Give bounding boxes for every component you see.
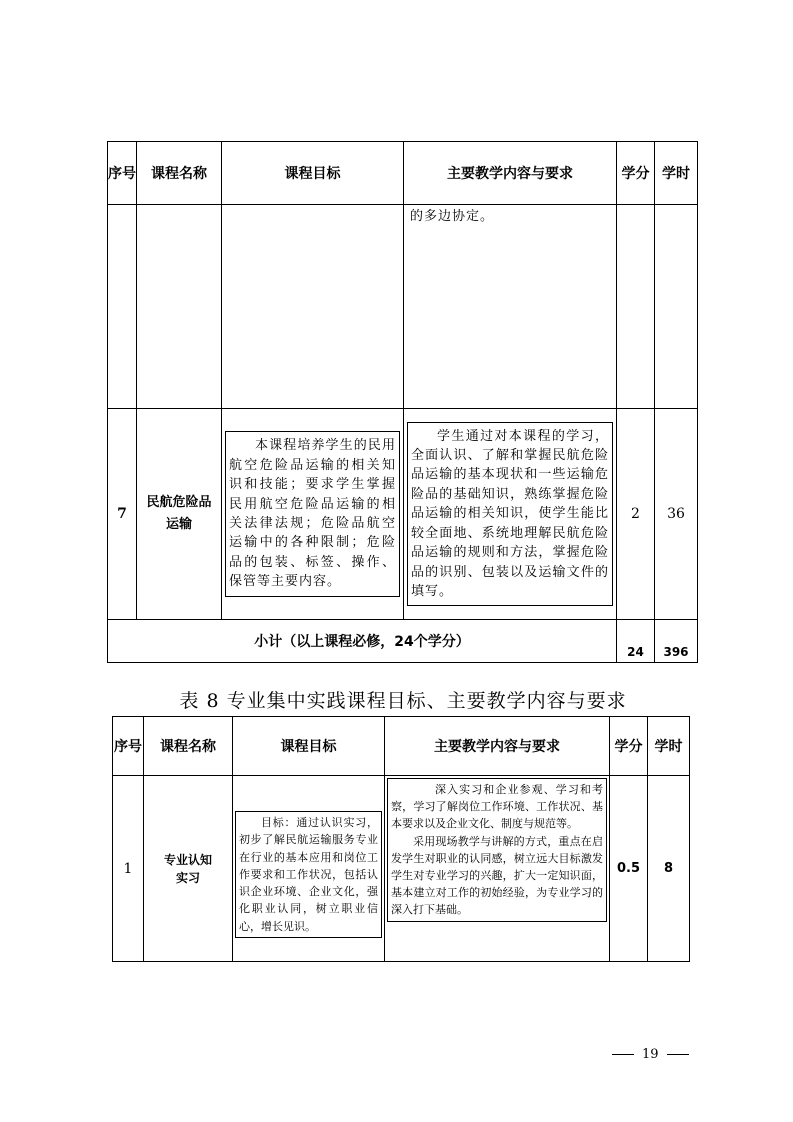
content-paragraph: 深入实习和企业参观、学习和考察，学习了解岗位工作环境、工作状况、基本要求以及企业文化、制度与规范等。	[391, 783, 603, 831]
header-no: 序号	[113, 717, 144, 776]
subtotal-row	[108, 620, 698, 663]
page-footer	[604, 1047, 697, 1062]
header-no: 序号	[108, 142, 137, 205]
header-credit: 学分	[610, 717, 648, 776]
table-row	[108, 409, 698, 620]
credit: 2	[617, 409, 655, 620]
course-content	[387, 778, 607, 922]
course-table-2	[112, 716, 690, 962]
table-header-row	[108, 142, 698, 205]
footer-dash-left	[612, 1054, 634, 1055]
course-name: 民航危险品运输	[137, 409, 222, 620]
header-course-name: 课程名称	[137, 142, 222, 205]
credit: 0.5	[610, 776, 648, 962]
content-paragraph: 采用现场教学与讲解的方式，重点在启发学生对职业的认同感，树立远大目标激发学生对专业学习的兴趣，扩大一定知识面，基本建立对工作的初始经验，为专业学习的深入打下基础。	[391, 834, 603, 917]
hours: 36	[655, 409, 698, 620]
header-hours: 学时	[648, 717, 690, 776]
content-continued: 的多边协定。	[410, 209, 495, 224]
header-content: 主要教学内容与要求	[404, 142, 617, 205]
course-table-1	[107, 141, 698, 663]
table-header-row	[113, 717, 690, 776]
header-course-goal: 课程目标	[233, 717, 385, 776]
footer-dash-right	[667, 1054, 689, 1055]
table-row	[113, 776, 690, 962]
course-name: 专业认知实习	[144, 776, 233, 962]
header-course-name: 课程名称	[144, 717, 233, 776]
subtotal-hours: 396	[655, 620, 698, 663]
course-content: 学生通过对本课程的学习，全面认识、了解和掌握民航危险品运输的基本现状和一些运输危险品的基础知识，熟练掌握危险品运输的相关知识，使学生能比较全面地、系统地理解民航危险品运输的规则和方法，掌握危险品的识别、包装以及运输文件的填写。	[407, 422, 613, 607]
header-content: 主要教学内容与要求	[385, 717, 610, 776]
header-credit: 学分	[617, 142, 655, 205]
page-number: 19	[642, 1047, 659, 1062]
header-hours: 学时	[655, 142, 698, 205]
subtotal-label: 小计（以上课程必修，24个学分）	[108, 620, 617, 663]
hours: 8	[648, 776, 690, 962]
table-caption: 表 8 专业集中实践课程目标、主要教学内容与要求	[179, 690, 627, 712]
table-row	[108, 205, 698, 409]
header-course-goal: 课程目标	[222, 142, 404, 205]
row-no: 7	[108, 409, 137, 620]
row-no: 1	[113, 776, 144, 962]
course-goal: 目标：通过认识实习，初步了解民航运输服务专业在行业的基本应用和岗位工作要求和工作状况，包括认识企业环境、企业文化，强化职业认同，树立职业信心，增长见识。	[235, 811, 382, 937]
course-goal: 本课程培养学生的民用航空危险品运输的相关知识和技能；要求学生掌握民用航空危险品运输的相关法律法规；危险品航空运输中的各种限制；危险品的包装、标签、操作、保管等主要内容。	[225, 431, 400, 596]
subtotal-credit: 24	[617, 620, 655, 663]
